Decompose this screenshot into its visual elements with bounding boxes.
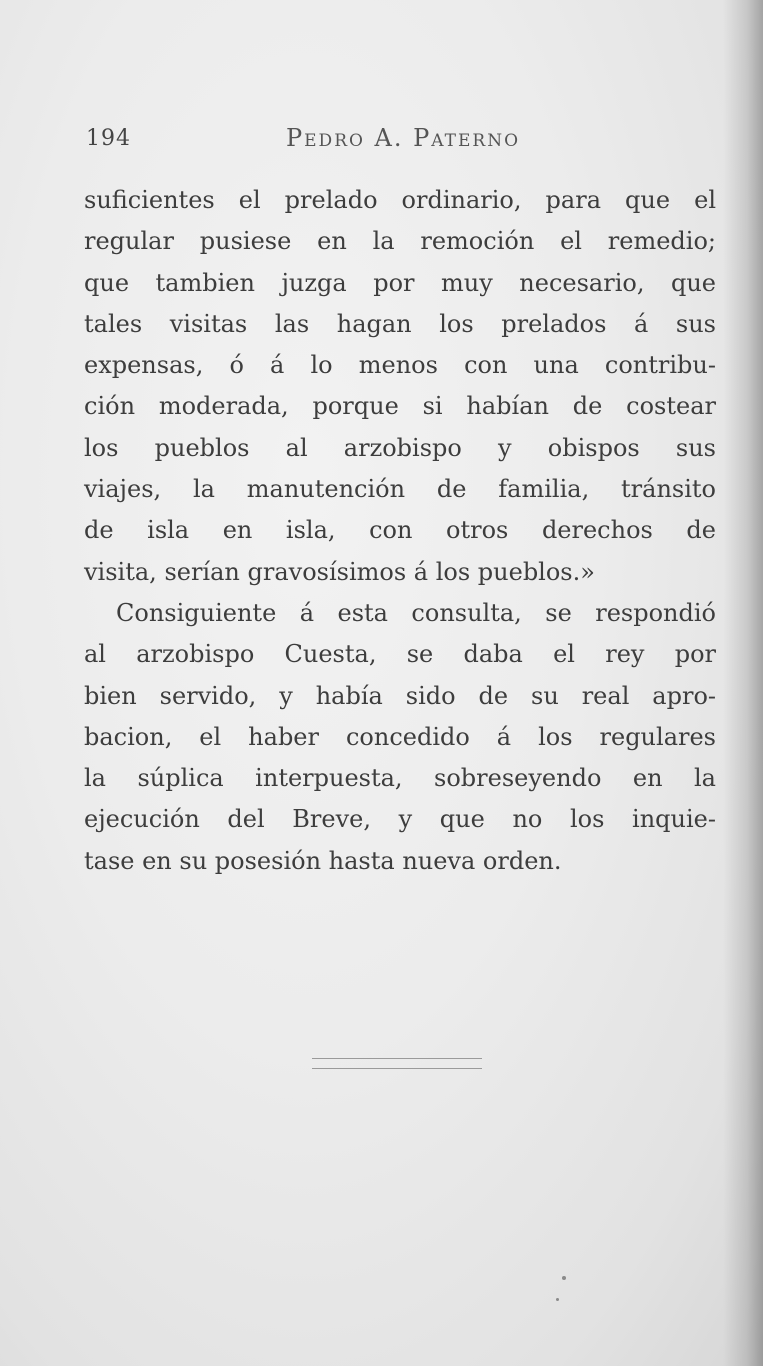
text-line: ejecución del Breve, y que no los inquie-	[84, 805, 716, 834]
text-line: tase en su posesión hasta nueva orden.	[84, 846, 562, 875]
print-speck	[556, 1298, 559, 1301]
paragraph-start-line: Consiguiente á esta consulta, se respondió	[116, 598, 716, 627]
page-header	[86, 118, 716, 158]
double-rule-ornament-icon	[312, 1068, 482, 1069]
text-line: al arzobispo Cuesta, se daba el rey por	[84, 640, 716, 669]
print-speck	[562, 1276, 566, 1280]
page-number: 194	[86, 126, 131, 151]
double-rule-ornament-icon	[312, 1058, 482, 1059]
body-text	[84, 180, 716, 882]
text-line: suficientes el prelado ordinario, para que el	[84, 186, 716, 214]
text-line: expensas, ó á lo menos con una contribu-	[84, 351, 716, 380]
text-line: que tambien juzga por muy necesario, que	[84, 268, 716, 297]
text-line: visita, serían gravosísimos á los pueblos.»	[84, 557, 595, 586]
running-head: Pedro A. Paterno	[286, 124, 520, 152]
text-line: viajes, la manutención de familia, tránsito	[84, 475, 716, 504]
text-line: ción moderada, porque si habían de costear	[84, 392, 716, 421]
text-line: la súplica interpuesta, sobreseyendo en la	[84, 764, 716, 793]
text-line: bien servido, y había sido de su real apro-	[84, 681, 716, 710]
text-line: regular pusiese en la remoción el remedio;	[84, 227, 716, 256]
text-line: los pueblos al arzobispo y obispos sus	[84, 433, 716, 462]
text-line: de isla en isla, con otros derechos de	[84, 516, 716, 545]
text-line: bacion, el haber concedido á los regulares	[84, 722, 716, 751]
text-line: tales visitas las hagan los prelados á sus	[84, 309, 716, 338]
page-edge-shadow	[723, 0, 763, 1366]
